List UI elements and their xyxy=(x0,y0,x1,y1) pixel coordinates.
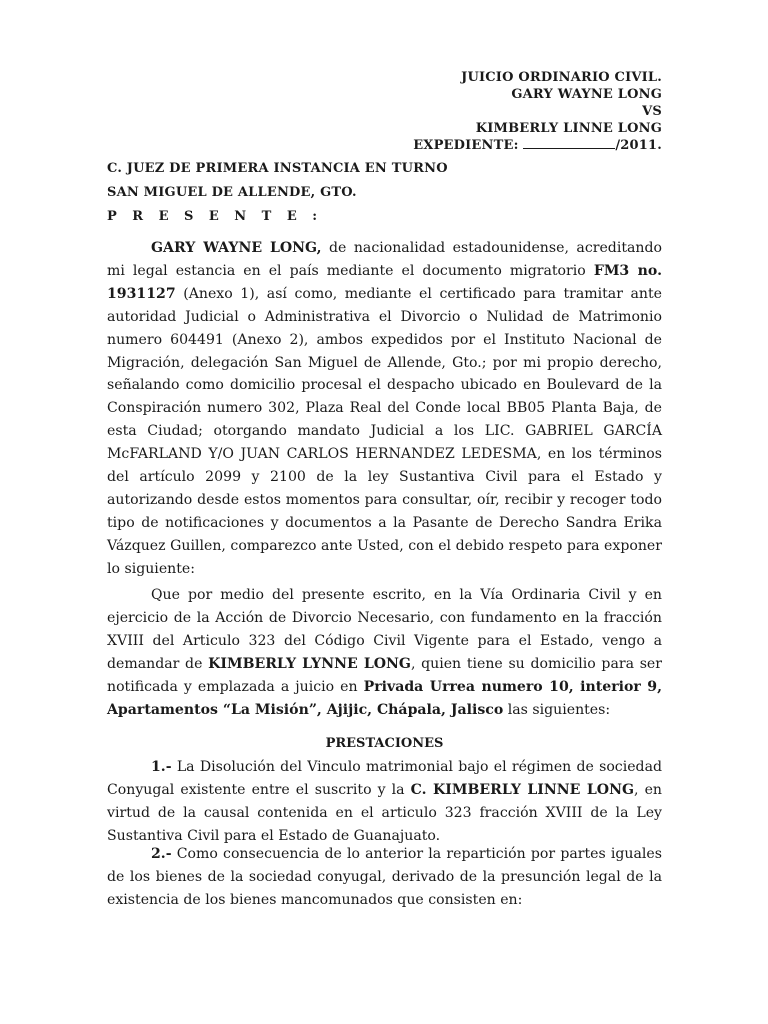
expediente-blank xyxy=(523,137,615,149)
prestacion-item-1 xyxy=(107,756,662,848)
demand-text-b: , quien tiene su domicilio para ser notificada y emplazada a juicio en xyxy=(107,655,662,695)
plaintiff-name: GARY WAYNE LONG xyxy=(511,87,662,102)
defendant-name: KIMBERLY LINNE LONG xyxy=(475,121,662,136)
item2-text: Como consecuencia de lo anterior la repartición por partes iguales de los bienes de la sociedad conyugal, derivado de la presunción legal de la existencia de los bienes mancomunados que consisten en: xyxy=(107,846,662,908)
case-header xyxy=(413,69,662,154)
case-type: JUICIO ORDINARIO CIVIL. xyxy=(461,70,662,85)
city-line: SAN MIGUEL DE ALLENDE, GTO. xyxy=(107,185,357,200)
expediente-suffix: /2011. xyxy=(615,138,662,153)
expediente-line xyxy=(413,137,662,154)
item-number: 2.- xyxy=(151,846,172,862)
presente-line: PRESENTE: xyxy=(107,209,333,224)
demand-text-a: Que por medio del presente escrito, en la Vía Ordinaria Civil y en ejercicio de la Acción de Divorcio Necesario, con fundamento en la fracción XVIII del Articulo 323 del Código Civil Vigente para el Estado, vengo a demandar de xyxy=(107,587,662,672)
intro-text-a: de nacionalidad estadounidense, acreditando mi legal estancia en el país mediante el documento migratorio xyxy=(107,240,662,279)
expediente-label: EXPEDIENTE: xyxy=(413,138,519,153)
item1-name: C. KIMBERLY LINNE LONG xyxy=(410,781,635,798)
judge-line: C. JUEZ DE PRIMERA INSTANCIA EN TURNO xyxy=(107,161,448,176)
prestacion-item-2 xyxy=(107,843,662,912)
item1-text-a: La Disolución del Vinculo matrimonial bajo el régimen de sociedad Conyugal existente entre el suscrito y la xyxy=(107,759,662,798)
intro-paragraph xyxy=(107,237,662,581)
demand-paragraph xyxy=(107,584,662,721)
item1-text-b: , en virtud de la causal contenida en el articulo 323 fracción XVIII de la Ley Sustantiva Civil para el Estado de Guanajuato. xyxy=(107,781,662,844)
demand-text-c: las siguientes: xyxy=(503,701,611,718)
defendant-bold: KIMBERLY LYNNE LONG xyxy=(208,655,411,672)
fm3-number: FM3 no. 1931127 xyxy=(107,262,662,302)
section-title: PRESTACIONES xyxy=(325,736,444,751)
defendant-address: Privada Urrea numero 10, interior 9, Apartamentos “La Misión”, Ajijic, Chápala, Jalisco xyxy=(107,678,663,718)
addressee-block xyxy=(107,157,448,229)
versus: VS xyxy=(642,104,662,119)
item-number: 1.- xyxy=(151,759,172,775)
plaintiff-name-bold: GARY WAYNE LONG, xyxy=(151,240,322,256)
intro-text-b: (Anexo 1), así como, mediante el certificado para tramitar ante autoridad Judicial o Administrativa el Divorcio o Nulidad de Matrimonio numero 604491 (Anexo 2), ambos expedidos por el Instituto Nacional de Migración, delegación San Miguel de Allende, Gto.; por mi propio derecho, señalando como domicilio procesal el despacho ubicado en Boulevard de la Conspiración numero 302, Plaza Real del Conde local BB05 Planta Baja, de esta Ciudad; otorgando mandato Judicial a los LIC. GABRIEL GARCÍA McFARLAND Y/O JUAN CARLOS HERNANDEZ LEDESMA, en los términos del artículo 2099 y 2100 de la ley Sustantiva Civil para el Estado y autorizando desde estos momentos para consultar, oír, recibir y recoger todo tipo de notificaciones y documentos a la Pasante de Derecho Sandra Erika Vázquez Guillen, comparezco ante Usted, con el debido respeto para exponer lo siguiente: xyxy=(107,285,662,577)
